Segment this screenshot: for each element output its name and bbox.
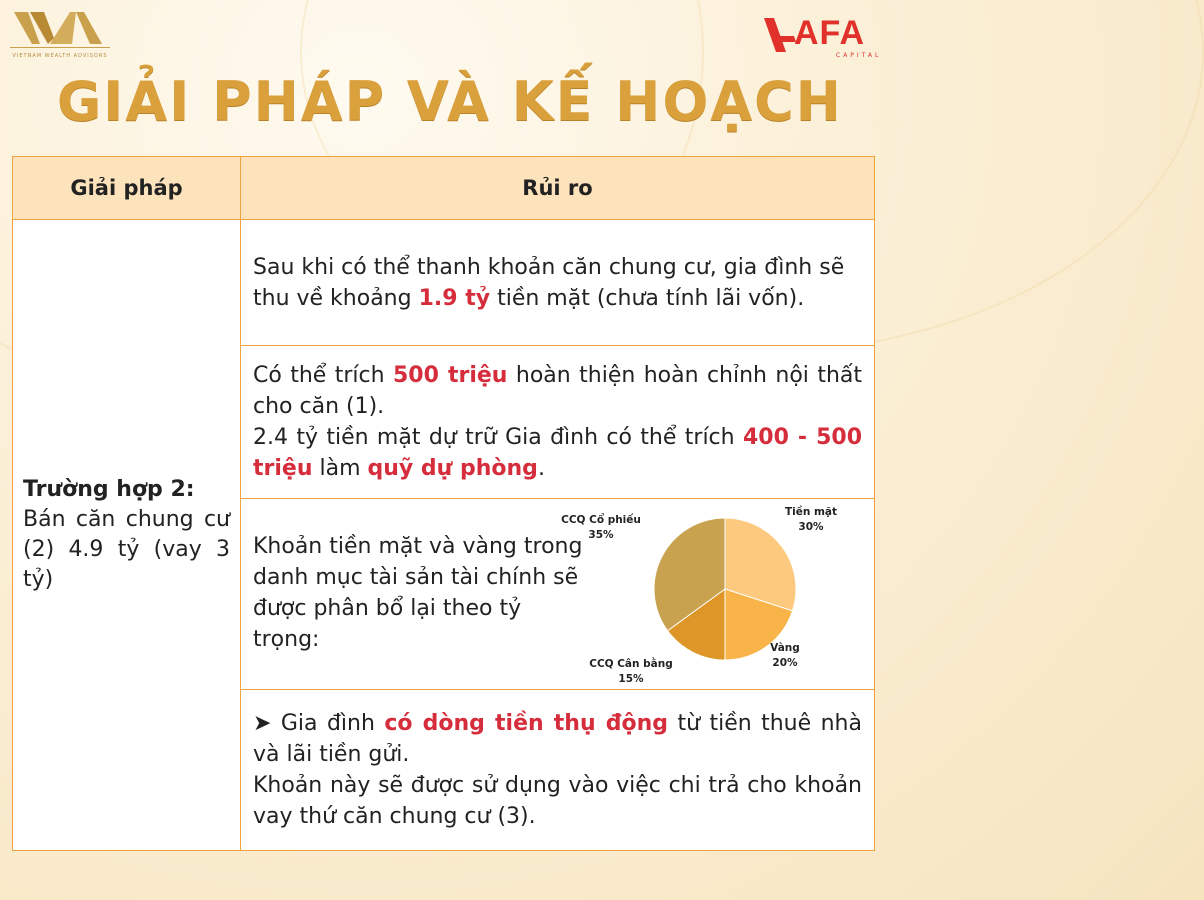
slice-label: CCQ Cổ phiếu bbox=[561, 514, 641, 526]
risk-row-2 bbox=[241, 346, 875, 499]
slice-label: Vàng bbox=[770, 642, 800, 654]
allocation-pie-chart bbox=[561, 499, 873, 691]
risk-text: tiền mặt (chưa tính lãi vốn). bbox=[490, 285, 805, 311]
risk-text: từ tiền thuê nhà và lãi tiền gửi. bbox=[253, 711, 862, 767]
slice-value-label: 15% bbox=[618, 673, 644, 685]
risk-row-3 bbox=[241, 499, 875, 690]
brand-name: AFA bbox=[794, 14, 865, 52]
highlight-amount: 400 - 500 triệu bbox=[253, 425, 862, 481]
highlight-amount: 1.9 tỷ bbox=[418, 285, 491, 311]
logo-tagline: VIETNAM WEALTH ADVISORS bbox=[12, 53, 108, 59]
risk-text: 2.4 tỷ tiền mặt dự trữ Gia đình có thể trích bbox=[253, 425, 743, 450]
slice-value-label: 30% bbox=[798, 521, 824, 533]
slice-label: CCQ Cân bằng bbox=[589, 658, 673, 670]
header-solution: Giải pháp bbox=[13, 157, 241, 220]
header-risk: Rủi ro bbox=[241, 157, 875, 220]
allocation-text: Khoản tiền mặt và vàng trong danh mục tài sản tài chính sẽ được phân bổ lại theo tỷ trọng: bbox=[253, 534, 583, 652]
slice-value-label: 35% bbox=[588, 529, 614, 541]
slice-value-label: 20% bbox=[772, 657, 798, 669]
case-description: Bán căn chung cư (2) 4.9 tỷ (vay 3 tỷ) bbox=[23, 507, 230, 592]
risk-text: ➤ Gia đình bbox=[253, 711, 385, 736]
slice-label: Tiền mặt bbox=[784, 506, 838, 518]
risk-text: Có thể trích bbox=[253, 363, 393, 388]
risk-text: Khoản này sẽ được sử dụng vào việc chi trả cho khoản vay thứ căn chung cư (3). bbox=[253, 773, 862, 829]
highlight-cashflow: có dòng tiền thụ động bbox=[384, 711, 668, 736]
brand-sub: CAPITAL bbox=[836, 52, 882, 59]
page-title: GIẢI PHÁP VÀ KẾ HOẠCH bbox=[56, 70, 843, 133]
risk-row-1 bbox=[241, 220, 875, 346]
risk-row-4 bbox=[241, 690, 875, 851]
risk-text: . bbox=[537, 456, 545, 481]
highlight-fund: quỹ dự phòng bbox=[367, 456, 538, 481]
risk-text: Sau khi có thể thanh khoản căn chung cư, gia đình sẽ thu về khoảng bbox=[253, 254, 845, 311]
risk-text: làm bbox=[312, 456, 368, 481]
solution-cell bbox=[13, 220, 241, 851]
risk-text: hoàn thiện hoàn chỉnh nội thất cho căn (1). bbox=[253, 363, 862, 419]
wealth-advisors-logo bbox=[10, 8, 110, 63]
afa-capital-logo bbox=[760, 12, 880, 67]
highlight-amount: 500 triệu bbox=[392, 363, 508, 388]
case-title: Trường hợp 2: bbox=[23, 477, 195, 502]
solution-risk-table bbox=[12, 156, 875, 851]
